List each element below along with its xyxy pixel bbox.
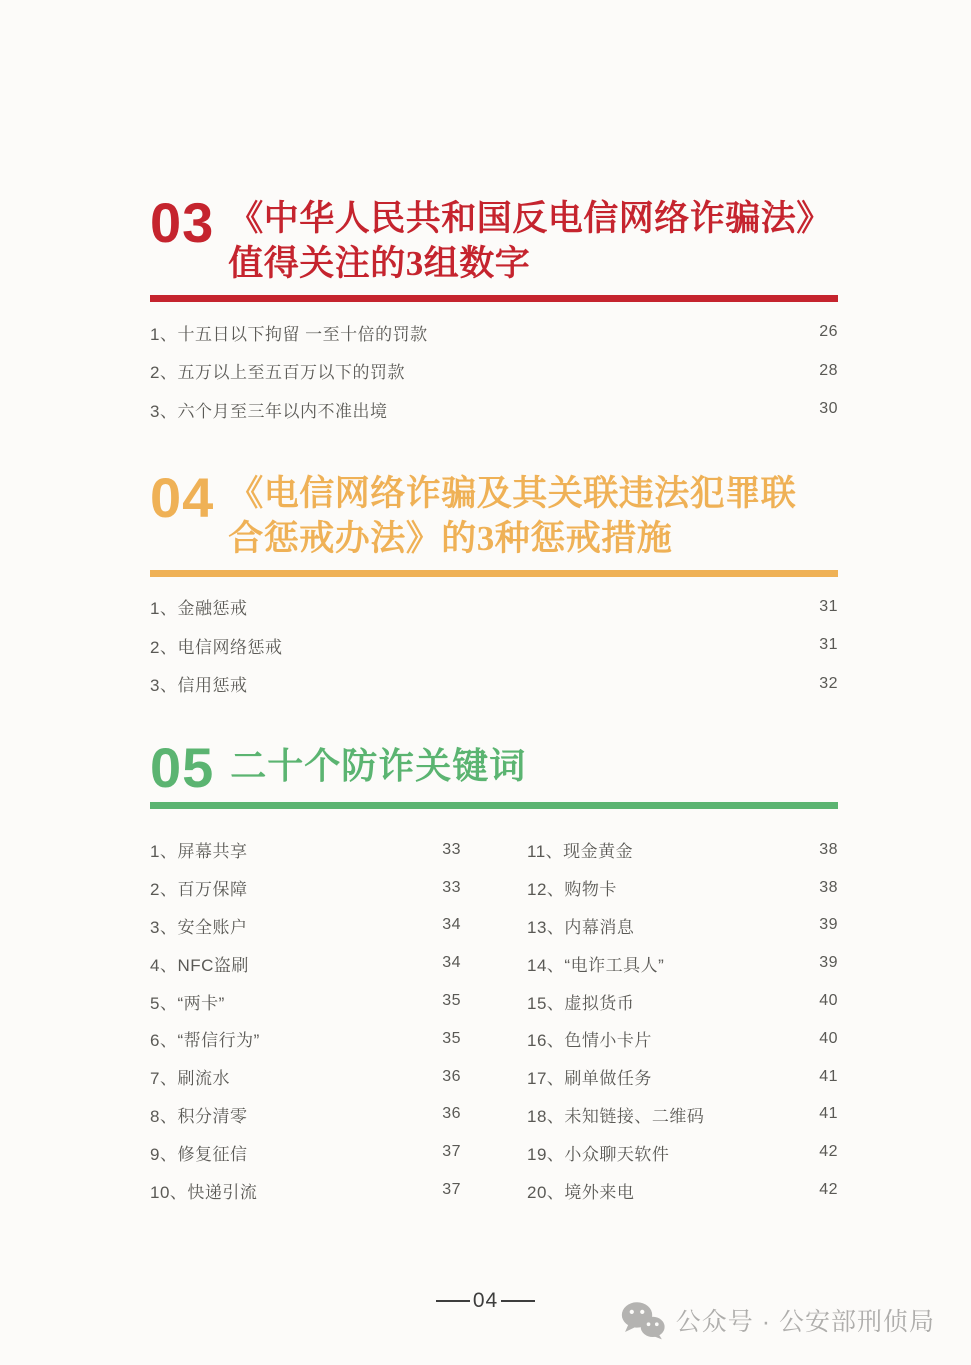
section-03-rule [150,295,838,302]
keyword-entry-label: 19、小众聊天软件 [527,1144,670,1164]
keyword-entry-page: 40 [819,992,838,1010]
keyword-entry-label: 2、百万保障 [150,880,248,900]
section-04-list [150,588,838,704]
keyword-entry [527,1171,838,1209]
keyword-entry-page: 41 [819,1067,838,1085]
toc-entry [150,390,838,429]
keyword-entry-label: 20、境外来电 [527,1182,635,1202]
keyword-entry [150,944,461,982]
keyword-entry [527,831,838,869]
keyword-entry-label: 7、刷流水 [150,1069,230,1089]
toc-entry-label: 1、十五日以下拘留 一至十倍的罚款 [150,324,428,344]
toc-entry-page: 26 [819,323,838,341]
keyword-entry-page: 36 [442,1105,461,1123]
keyword-entry-page: 39 [819,916,838,934]
keyword-entry [150,831,461,869]
keyword-entry-page: 34 [442,954,461,972]
keyword-entry-page: 38 [819,878,838,896]
section-05-title: 二十个防诈关键词 [230,746,527,786]
toc-entry-label: 2、五万以上至五百万以下的罚款 [150,363,405,383]
footer-dash-right [501,1300,535,1302]
keyword-entry-label: 18、未知链接、二维码 [527,1106,705,1126]
toc-content [150,0,838,1209]
keyword-entry-label: 9、修复征信 [150,1144,248,1164]
keyword-entry [150,1133,461,1171]
keyword-entry-page: 39 [819,954,838,972]
section-03-list [150,313,838,429]
toc-entry-label: 1、金融惩戒 [150,599,248,619]
keyword-entry-page: 34 [442,916,461,934]
section-03 [150,0,838,429]
keyword-entry-label: 13、内幕消息 [527,917,635,937]
toc-entry-page: 31 [819,636,838,654]
toc-entry [150,665,838,704]
keyword-entry [527,1096,838,1134]
keyword-entry-label: 14、“电诈工具人” [527,955,665,975]
keyword-entry-label: 16、色情小卡片 [527,1031,652,1051]
keyword-entry-page: 42 [819,1143,838,1161]
section-04 [150,465,838,704]
toc-entry-label: 3、六个月至三年以内不准出境 [150,401,388,421]
keyword-entry [527,982,838,1020]
section-04-header [150,465,838,561]
keyword-entry [150,1058,461,1096]
keyword-entry-page: 36 [442,1067,461,1085]
section-04-title-line1: 《电信网络诈骗及其关联违法犯罪联 [228,473,797,513]
section-05-header [150,736,838,799]
keyword-entry-label: 6、“帮信行为” [150,1031,260,1051]
section-04-number: 04 [150,465,215,529]
keyword-entry-label: 12、购物卡 [527,880,617,900]
keyword-entry [150,1096,461,1134]
section-03-header [150,191,838,286]
keyword-entry-label: 10、快递引流 [150,1182,258,1202]
keyword-entry [150,869,461,907]
section-05-number: 05 [150,736,215,799]
keyword-entry-page: 40 [819,1029,838,1047]
toc-entry-page: 32 [819,674,838,692]
section-05-rule [150,802,838,809]
keyword-entry-page: 37 [442,1143,461,1161]
keyword-entry-page: 33 [442,878,461,896]
section-04-title [228,471,796,561]
section-04-rule [150,570,838,577]
toc-entry-label: 3、信用惩戒 [150,676,248,696]
toc-entry [150,352,838,391]
keyword-entry-page: 38 [819,840,838,858]
section-03-title-line1: 《中华人民共和国反电信网络诈骗法》 [228,199,832,238]
wechat-icon [620,1300,666,1340]
footer-page-number: 04 [472,1289,499,1312]
keyword-entry-label: 1、屏幕共享 [150,842,248,862]
keyword-entry-page: 35 [442,992,461,1010]
keyword-entry-page: 33 [442,840,461,858]
section-03-title [228,196,832,286]
keyword-grid [150,831,838,1209]
keyword-entry-label: 4、NFC盗刷 [150,955,249,975]
toc-entry-page: 28 [819,361,838,379]
keyword-entry [527,1133,838,1171]
toc-entry [150,313,838,352]
keyword-entry-page: 41 [819,1105,838,1123]
keyword-entry [150,982,461,1020]
section-03-number: 03 [150,191,215,254]
toc-entry [150,588,838,627]
section-05 [150,736,838,1209]
keyword-entry [150,1020,461,1058]
keyword-entry [527,907,838,945]
footer-brand [620,1300,935,1340]
keyword-entry-label: 8、积分清零 [150,1106,248,1126]
keyword-entry-label: 5、“两卡” [150,993,225,1013]
keyword-entry-label: 15、虚拟货币 [527,993,635,1013]
toc-entry-page: 30 [819,400,838,418]
keyword-entry-label: 17、刷单做任务 [527,1069,652,1089]
keyword-entry [150,907,461,945]
section-04-title-line2: 合惩戒办法》的3种惩戒措施 [228,518,673,558]
toc-entry [150,626,838,665]
keyword-column-left [150,831,461,1209]
footer-dash-left [436,1300,470,1302]
section-03-title-line2: 值得关注的3组数字 [228,244,531,283]
toc-entry-page: 31 [819,597,838,615]
keyword-entry [150,1171,461,1209]
keyword-column-right [527,831,838,1209]
keyword-entry-page: 35 [442,1029,461,1047]
keyword-entry [527,869,838,907]
keyword-entry-page: 37 [442,1181,461,1199]
toc-entry-label: 2、电信网络惩戒 [150,637,283,657]
footer-brand-label: 公众号 · 公安部刑侦局 [675,1308,935,1336]
keyword-entry [527,1058,838,1096]
keyword-entry [527,1020,838,1058]
keyword-entry [527,944,838,982]
keyword-entry-label: 3、安全账户 [150,917,248,937]
keyword-entry-page: 42 [819,1181,838,1199]
keyword-entry-label: 11、现金黄金 [527,842,634,862]
